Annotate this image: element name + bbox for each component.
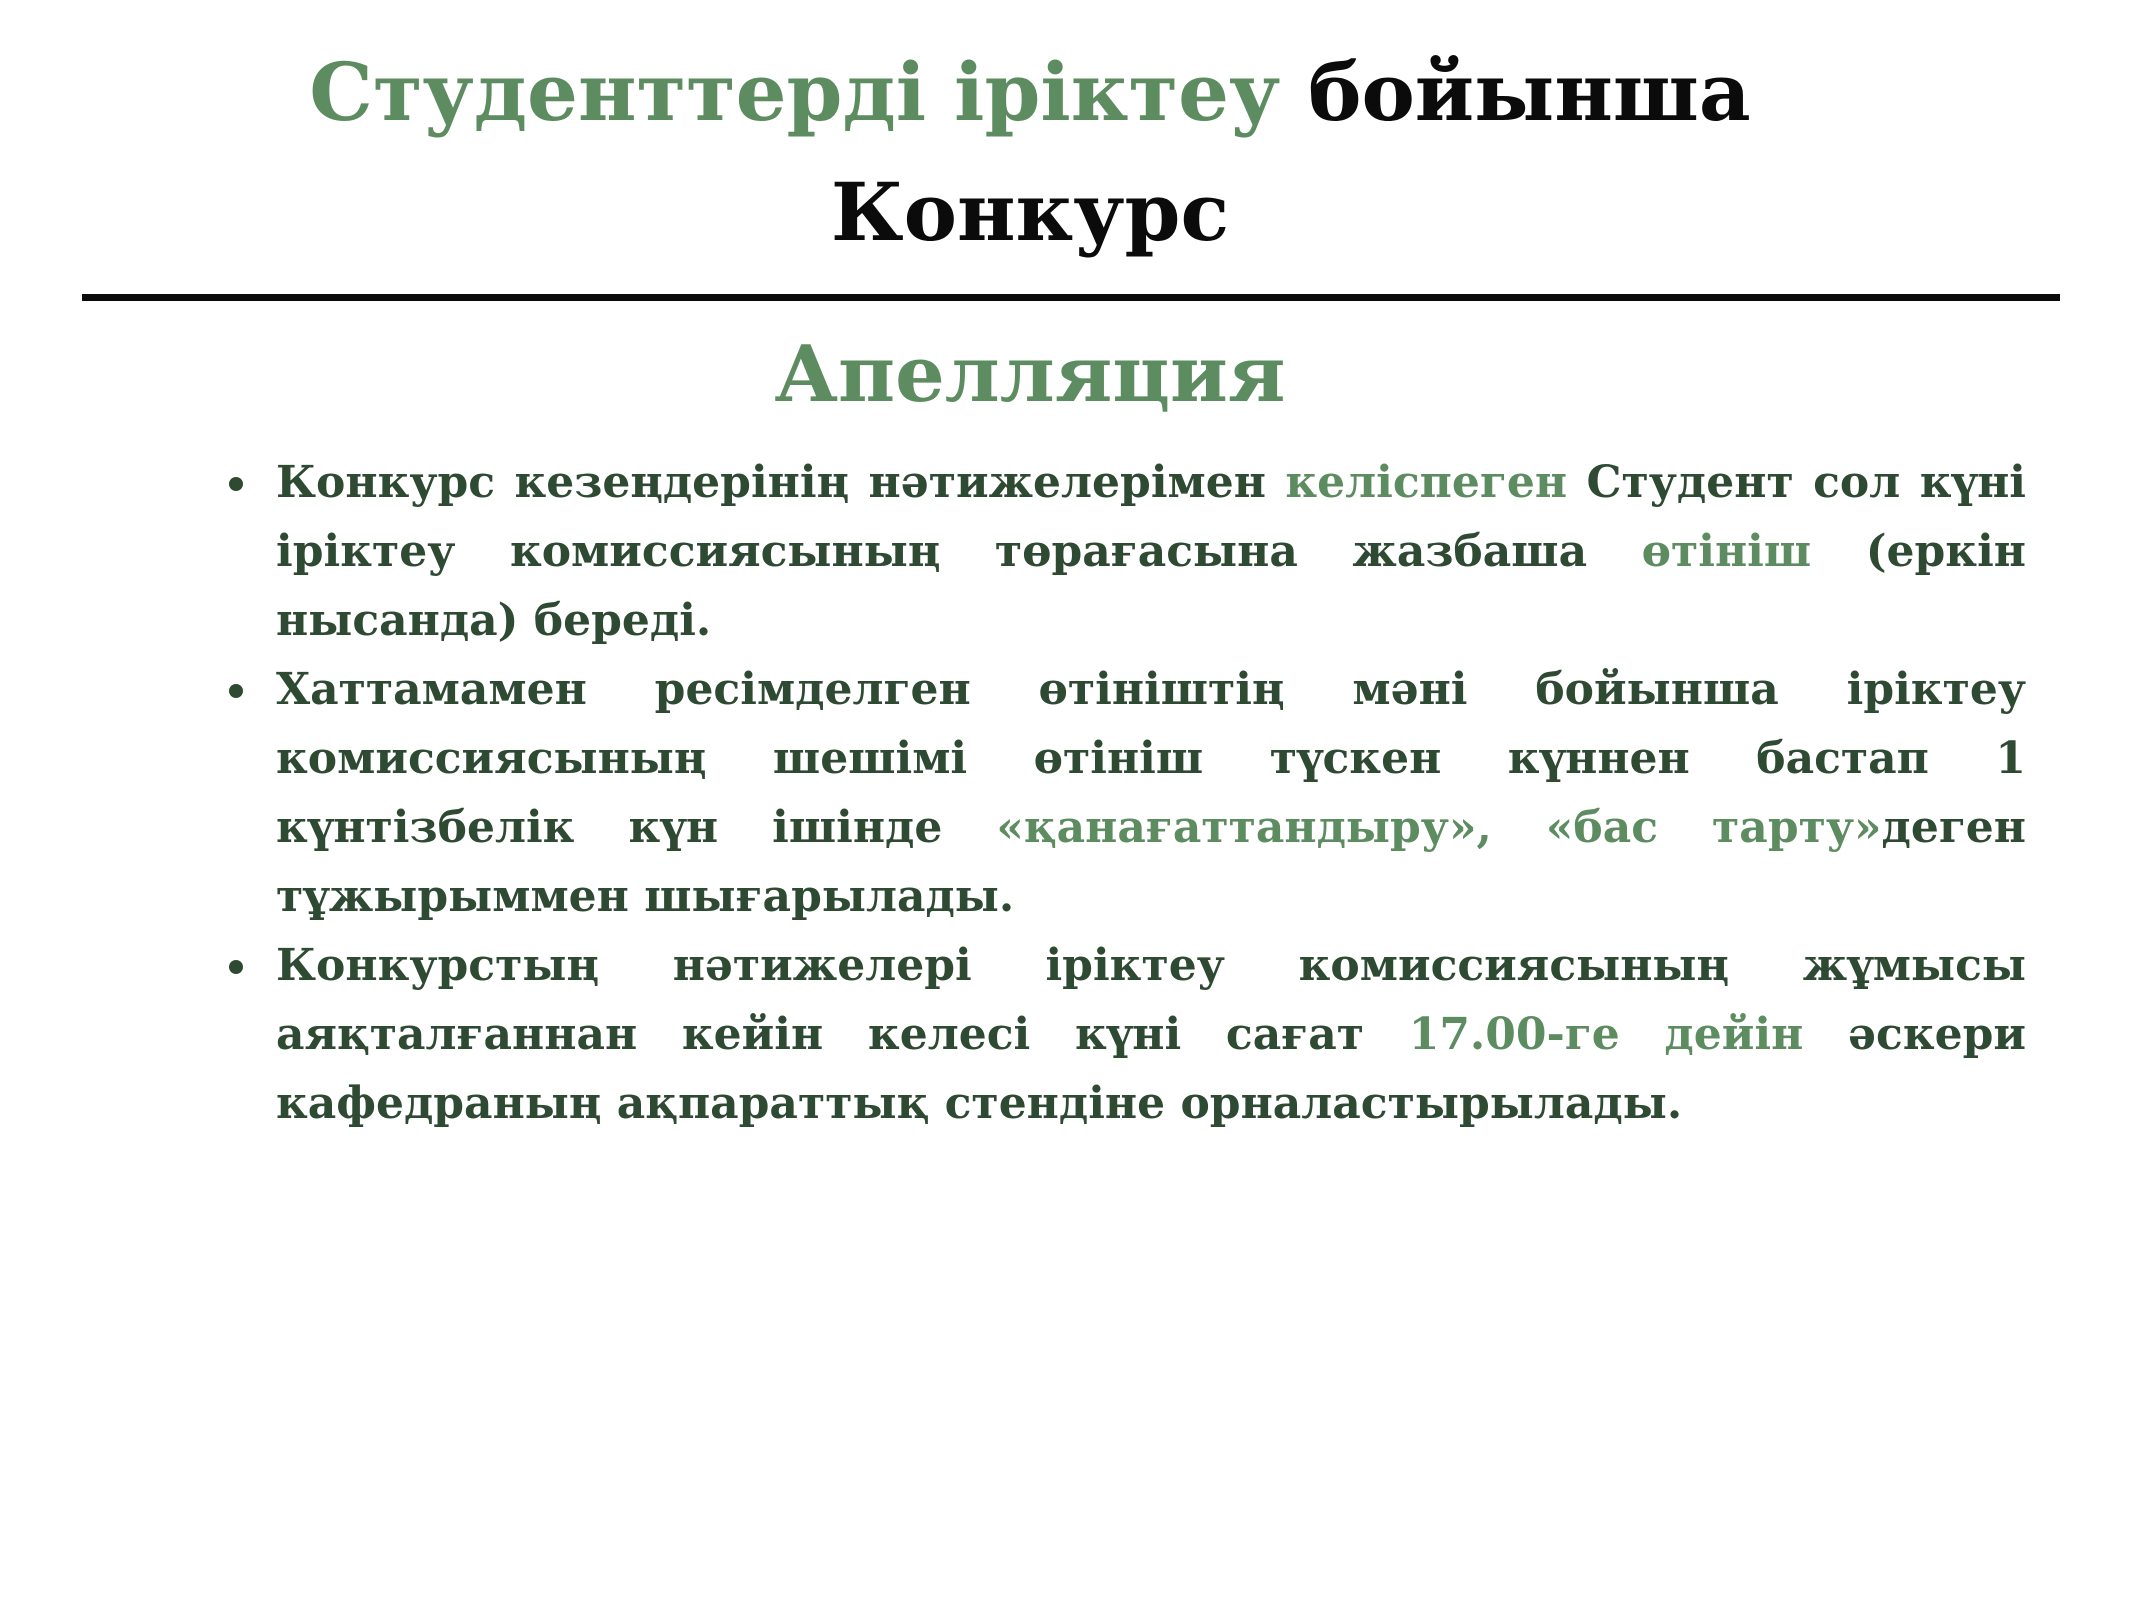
title-divider [82,294,2060,301]
bullet-list [276,448,2026,1138]
bullet-text: Хаттамамен ресімделген өтініштің мәні бойынша іріктеу комиссиясының шешімі өтініш түскен күннен бастап 1 күнтізбелік күн ішінде [276,664,2026,853]
page-title [0,45,2060,139]
title-highlight: Студенттерді іріктеу [309,45,1281,139]
list-item [276,655,2026,931]
bullet-highlight: келіспеген [1285,457,1568,508]
bullet-highlight: «қанағаттандыру», «бас тарту» [996,802,1882,853]
section-heading: Апелляция [774,329,1286,420]
list-item [276,931,2026,1138]
page-title-line-2: Конкурс [830,165,1230,259]
bullet-text: Конкурстың нәтижелері іріктеу комиссиясының жұмысы аяқталғаннан кейін келесі күні сағат [276,940,2026,1060]
bullet-highlight: 17.00-ге дейін [1408,1009,1804,1060]
bullet-highlight: өтініш [1641,526,1812,577]
list-item [276,448,2026,655]
bullet-text: Студент сол күні іріктеу комиссиясының төрағасына жазбаша [276,457,2026,577]
bullet-text: әскери кафедраның ақпараттық стендіне орналастырылады. [276,1009,2026,1129]
bullet-text: Конкурс кезеңдерінің нәтижелерімен [276,457,1286,508]
title-text: бойынша [1308,45,1751,139]
bullet-text: (еркін нысанда) береді. [276,526,2027,646]
bullet-text: деген тұжырыммен шығарылады. [276,802,2026,922]
